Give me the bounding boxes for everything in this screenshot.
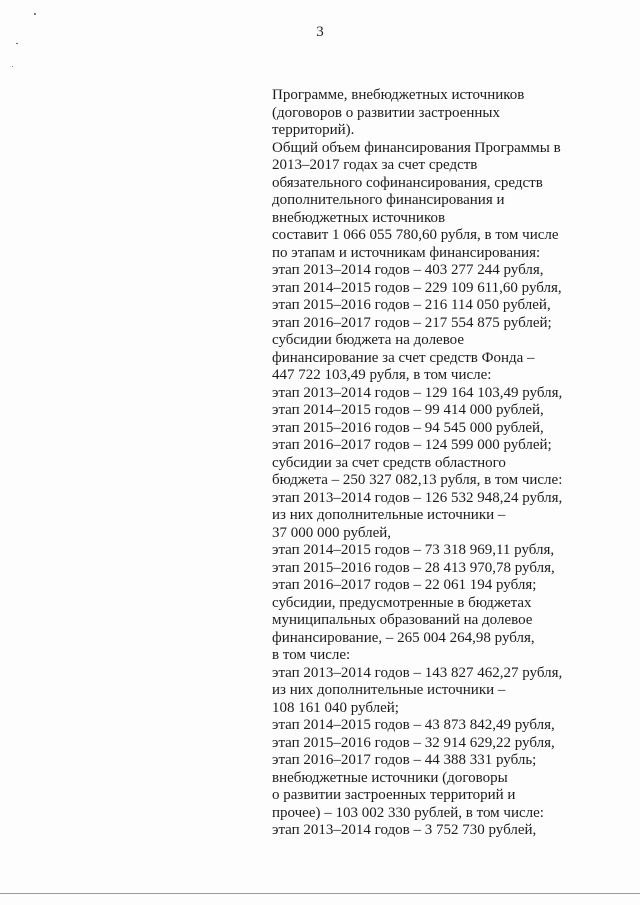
text-line: этап 2016–2017 годов – 22 061 194 рубля; bbox=[272, 577, 537, 593]
text-line: в том числе: bbox=[272, 647, 351, 663]
text-line: внебюджетные источники (договоры bbox=[272, 769, 508, 786]
text-line: дополнительного финансирования и bbox=[272, 192, 505, 208]
text-line: муниципальных образований на долевое bbox=[272, 612, 533, 628]
text-line: этап 2013–2014 годов – 143 827 462,27 рубля, bbox=[272, 664, 563, 681]
text-line: о развитии застроенных территорий и bbox=[272, 787, 516, 803]
text-line: этап 2015–2016 годов – 94 545 000 рублей, bbox=[272, 419, 544, 436]
scan-speck bbox=[34, 13, 36, 15]
scan-speck bbox=[12, 66, 13, 67]
text-line: субсидии, предусмотренные в бюджетах bbox=[272, 594, 532, 611]
text-line: этап 2013–2014 годов – 403 277 244 рубля, bbox=[272, 262, 544, 278]
scan-speck bbox=[16, 43, 18, 44]
text-line: этап 2016–2017 годов – 44 388 331 рубль; bbox=[272, 752, 537, 768]
text-line: обязательного софинансирования, средств bbox=[272, 174, 543, 191]
text-line: этап 2016–2017 годов – 217 554 875 рублей; bbox=[272, 314, 552, 331]
text-line: внебюджетных источников bbox=[272, 209, 446, 226]
text-line: Общий объем финансирования Программы в bbox=[272, 139, 561, 156]
text-line: этап 2014–2015 годов – 99 414 000 рублей, bbox=[272, 402, 544, 418]
page-number: 3 bbox=[316, 24, 324, 40]
text-line: этап 2013–2014 годов – 129 164 103,49 рубля, bbox=[272, 384, 563, 401]
text-line: этап 2013–2014 годов – 126 532 948,24 рубля, bbox=[272, 489, 563, 506]
text-line: по этапам и источникам финансирования: bbox=[272, 244, 541, 261]
text-line: бюджета – 250 327 082,13 рубля, в том числе: bbox=[272, 472, 563, 488]
text-line: 108 161 040 рублей; bbox=[272, 699, 399, 716]
text-line: 37 000 000 рублей, bbox=[272, 524, 392, 541]
text-line: составит 1 066 055 780,60 рубля, в том числе bbox=[272, 227, 559, 243]
text-line: этап 2015–2016 годов – 32 914 629,22 рубля, bbox=[272, 734, 555, 751]
scan-edge-line bbox=[0, 893, 640, 894]
text-line: финансирование, – 265 004 264,98 рубля, bbox=[272, 629, 535, 646]
text-line: территорий). bbox=[272, 122, 355, 138]
text-line: Программе, внебюджетных источников bbox=[272, 87, 525, 103]
text-line: этап 2015–2016 годов – 216 114 050 рублей, bbox=[272, 297, 551, 313]
text-line: этап 2014–2015 годов – 43 873 842,49 рубля, bbox=[272, 717, 555, 733]
text-line: (договоров о развитии застроенных bbox=[272, 104, 500, 121]
text-line: 447 722 103,49 рубля, в том числе: bbox=[272, 367, 492, 383]
text-line: из них дополнительные источники – bbox=[272, 682, 506, 698]
text-line: из них дополнительные источники – bbox=[272, 507, 506, 523]
body-text bbox=[272, 87, 634, 840]
text-line: финансирование за счет средств Фонда – bbox=[272, 349, 535, 366]
text-line: 2013–2017 годах за счет средств bbox=[272, 157, 478, 173]
text-line: этап 2014–2015 годов – 229 109 611,60 рубля, bbox=[272, 279, 562, 296]
text-line: субсидии за счет средств областного bbox=[272, 454, 506, 471]
text-line: этап 2013–2014 годов – 3 752 730 рублей, bbox=[272, 822, 537, 838]
text-line: прочее) – 103 002 330 рублей, в том числе: bbox=[272, 804, 544, 821]
text-line: этап 2015–2016 годов – 28 413 970,78 рубля, bbox=[272, 559, 555, 576]
text-line: субсидии бюджета на долевое bbox=[272, 332, 465, 348]
text-line: этап 2016–2017 годов – 124 599 000 рублей; bbox=[272, 437, 552, 453]
text-line: этап 2014–2015 годов – 73 318 969,11 рубля, bbox=[272, 542, 555, 558]
